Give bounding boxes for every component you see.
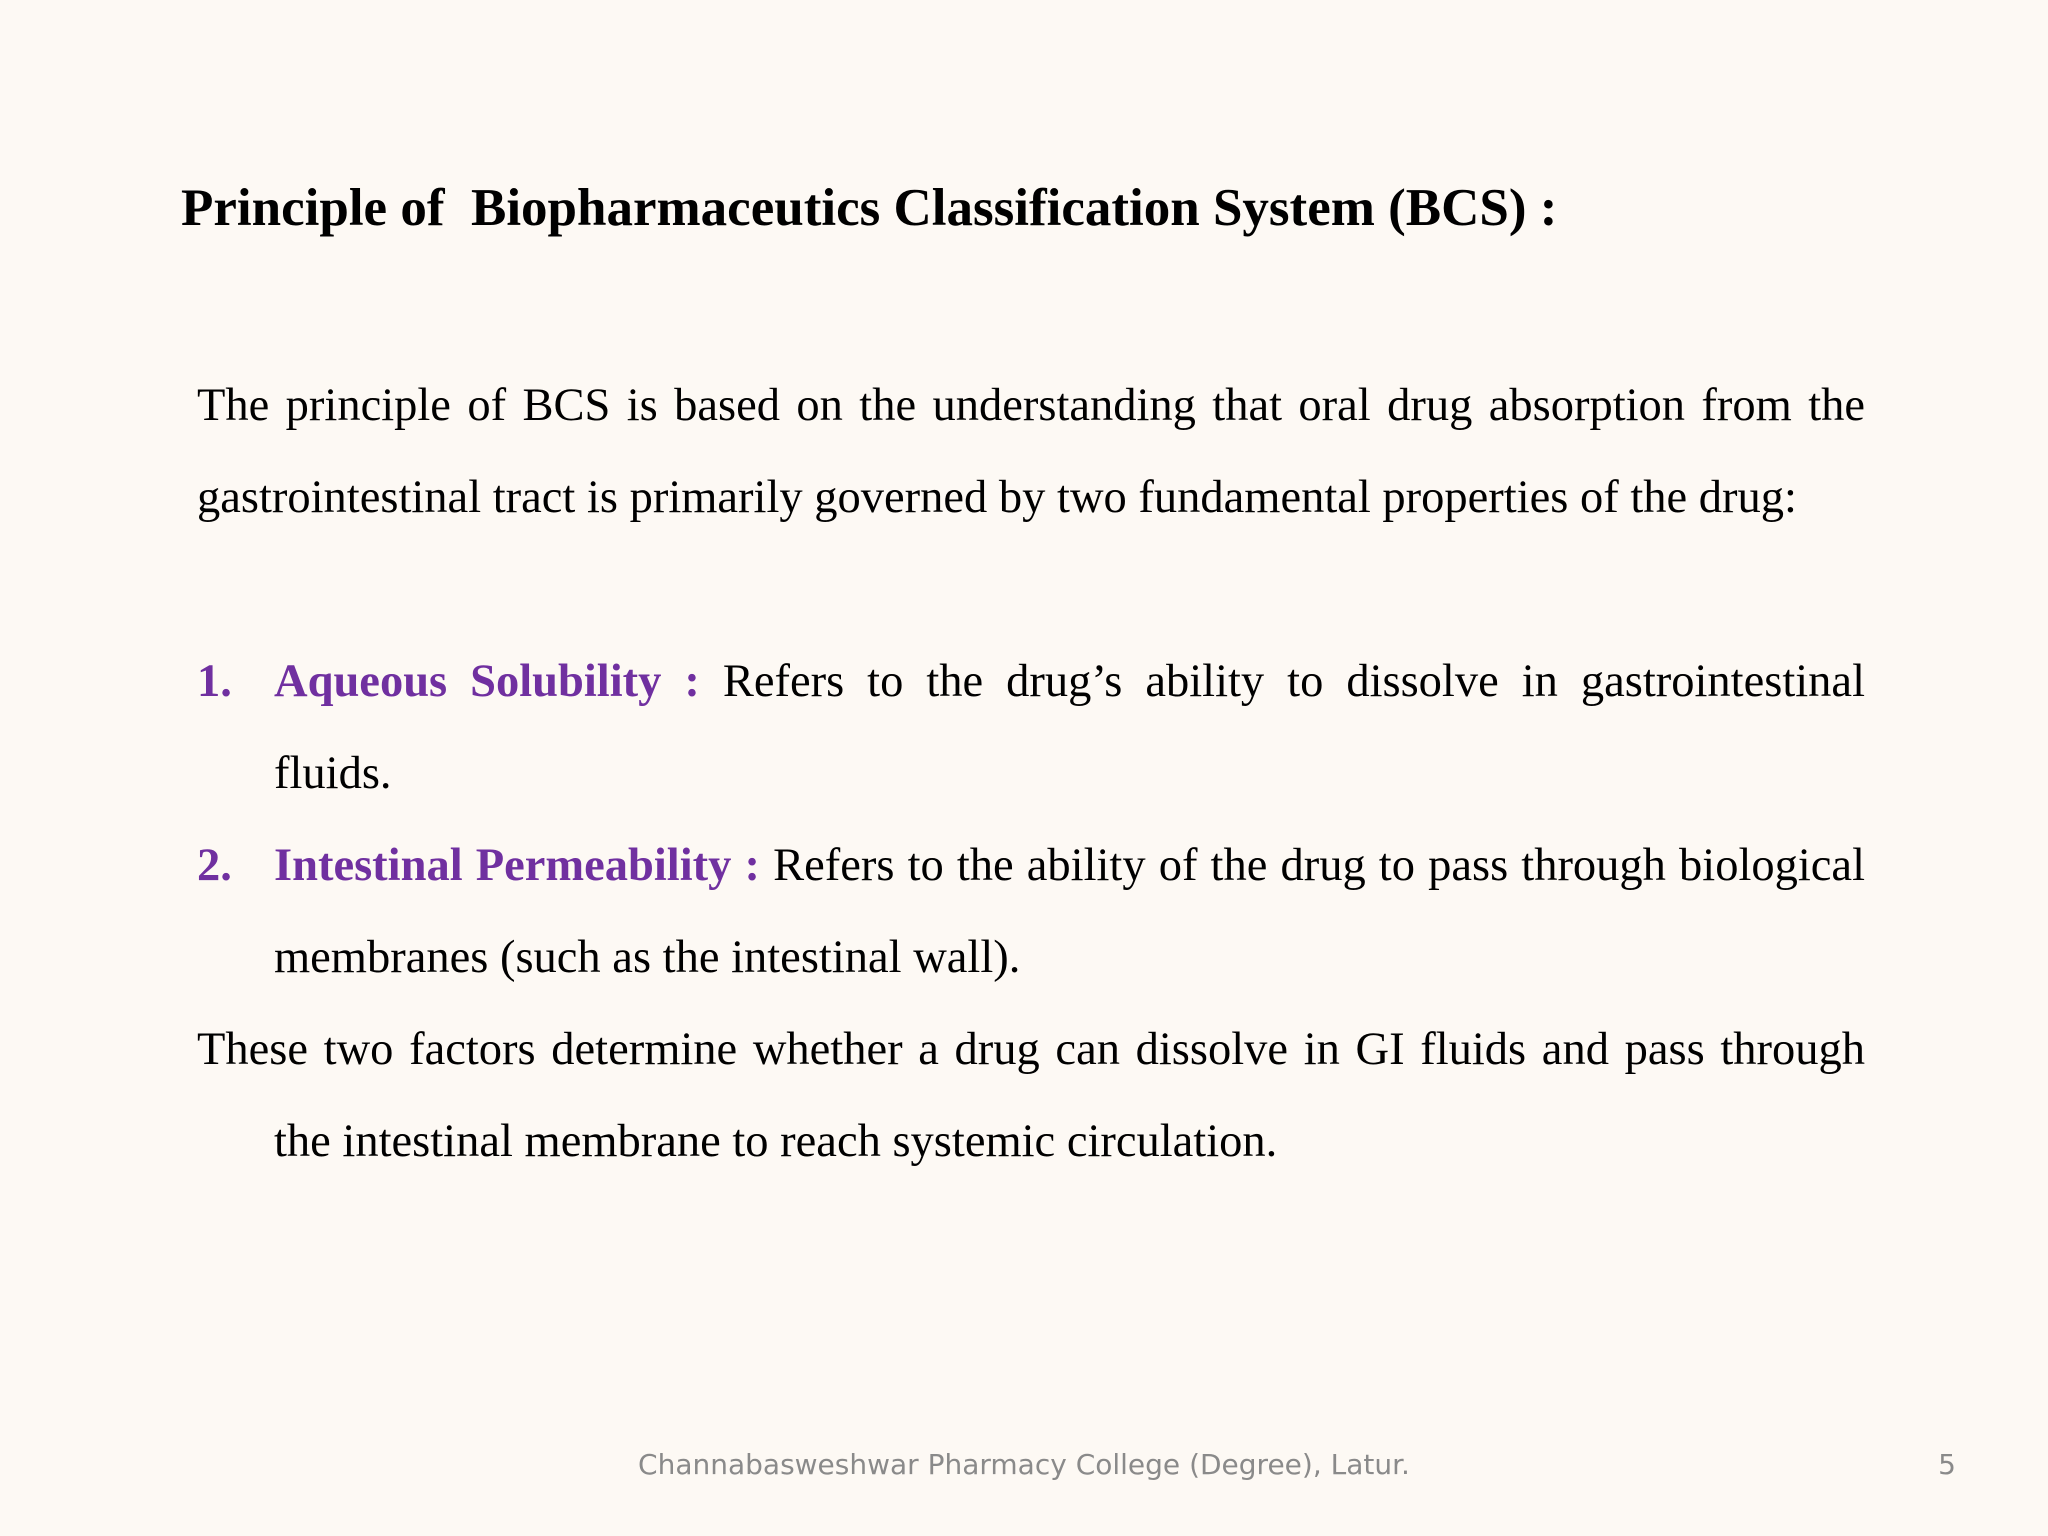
summary-paragraph: These two factors determine whether a drug can dissolve in GI fluids and pass through the intestinal membrane to reach systemic circulation. — [197, 1024, 1865, 1167]
term-description: Refers to the drug’s ability to dissolve in gastrointestinal fluids. — [274, 656, 1865, 799]
slide-title: Principle of Biopharmaceutics Classification System (BCS) : — [181, 179, 1558, 237]
list-item-permeability — [197, 820, 1865, 1004]
intro-paragraph: The principle of BCS is based on the understanding that oral drug absorption from the gastrointestinal tract is primarily governed by two fundamental properties of the drug: — [197, 380, 1865, 523]
slide-body — [197, 360, 1865, 1188]
list-number: 1. — [197, 656, 232, 707]
list-item-solubility — [197, 636, 1865, 820]
term-intestinal-permeability: Intestinal Permeability : — [274, 840, 760, 891]
list-number: 2. — [197, 840, 232, 891]
property-list — [197, 636, 1865, 1004]
footer-institution: Channabasweshwar Pharmacy College (Degree), Latur. — [638, 1448, 1410, 1481]
page-number: 5 — [1938, 1448, 1956, 1481]
term-description: Refers to the ability of the drug to pass through biological membranes (such as the intestinal wall). — [274, 840, 1865, 983]
term-aqueous-solubility: Aqueous Solubility : — [274, 656, 700, 707]
